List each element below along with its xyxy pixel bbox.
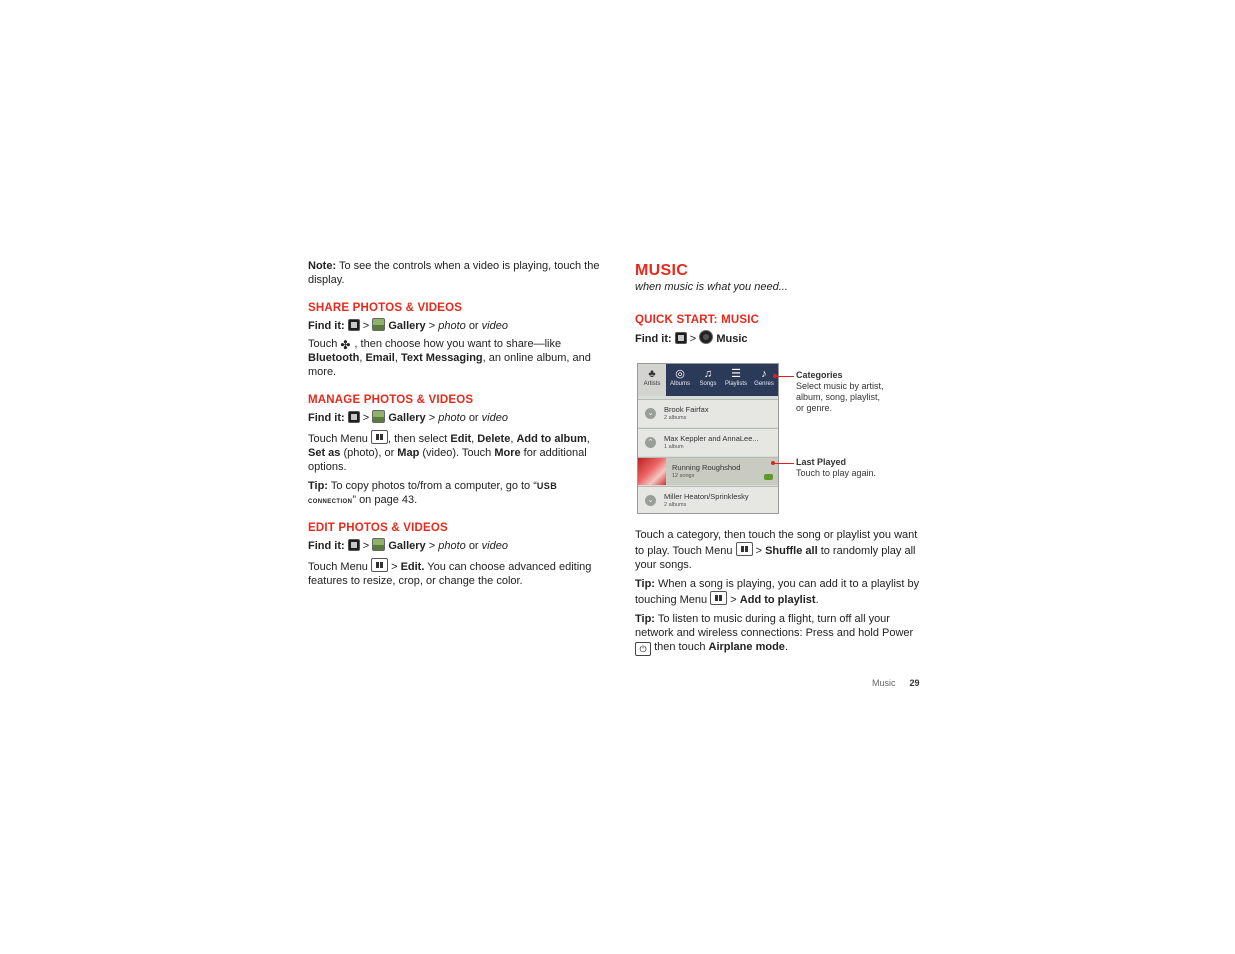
artists-icon: ♣ — [648, 368, 656, 380]
separator: > — [428, 320, 436, 332]
map-label: Map — [397, 447, 420, 459]
bluetooth-label: Bluetooth — [308, 352, 360, 364]
gallery-icon — [372, 318, 385, 331]
tip-label: Tip: — [635, 578, 655, 590]
findit-manage — [308, 410, 600, 425]
tip-text: When a song is playing, you can add it to a playlist by touching Menu — [635, 578, 920, 606]
chevron-up-icon: ⌃ — [645, 437, 656, 448]
gallery-label: Gallery — [388, 320, 426, 332]
video-label: video — [481, 320, 508, 332]
artist-count: 2 albums — [664, 415, 687, 421]
genres-icon: ♪ — [761, 368, 767, 380]
artist-count: 2 albums — [664, 502, 687, 508]
apps-icon — [675, 332, 687, 344]
callout-line — [774, 463, 794, 464]
gallery-label: Gallery — [388, 412, 426, 424]
tip-label: Tip: — [308, 480, 328, 492]
music-app-screenshot — [637, 363, 779, 514]
manage-paragraph: Touch Menu , then select Edit, Delete, Add to album, Set as (photo), or Map (video). Touch More for additional options. — [308, 430, 600, 474]
set-as-label: Set as — [308, 447, 341, 459]
heading-share: SHARE PHOTOS & VIDEOS — [308, 302, 463, 314]
findit-label: Find it: — [308, 320, 345, 332]
tab-songs[interactable] — [694, 364, 722, 396]
findit-share — [308, 318, 600, 333]
manage-text: (photo), or — [343, 447, 395, 459]
photo-label: photo — [438, 320, 466, 332]
apps-icon — [348, 319, 360, 331]
add-to-playlist-label: Add to playlist — [739, 594, 816, 606]
note-label: Note: — [308, 260, 337, 272]
heading-edit: EDIT PHOTOS & VIDEOS — [308, 522, 448, 534]
edit-label: Edit — [450, 433, 472, 445]
tip-text: To listen to music during a flight, turn off all your network and wireless connections: Press and hold Power — [635, 613, 914, 639]
manage-text: (video). Touch — [422, 447, 492, 459]
airplane-mode-label: Airplane mode — [708, 641, 785, 653]
menu-key-icon — [371, 558, 388, 572]
footer-section: Music — [872, 678, 896, 688]
tip-flight — [635, 612, 927, 656]
edit-paragraph — [308, 558, 600, 588]
findit-label: Find it: — [308, 540, 345, 552]
video-label: video — [481, 412, 508, 424]
tab-albums[interactable] — [666, 364, 694, 396]
separator: > — [362, 412, 370, 424]
menu-key-icon — [710, 591, 727, 605]
callout-categories — [796, 370, 886, 414]
note-paragraph — [308, 259, 600, 287]
tab-artists[interactable] — [638, 364, 666, 396]
tip-text: To copy photos to/from a computer, go to “ — [330, 480, 537, 492]
page-title: MUSIC — [635, 262, 689, 279]
apps-icon — [348, 539, 360, 551]
chevron-down-icon: ⌄ — [645, 495, 656, 506]
music-paragraph — [635, 528, 927, 572]
page-number: 29 — [909, 678, 920, 688]
tab-playlists[interactable] — [722, 364, 750, 396]
playlists-icon: ☰ — [731, 368, 741, 380]
artist-name: Brook Fairfax — [664, 405, 709, 414]
text-messaging-label: Text Messaging — [400, 352, 483, 364]
play-icon[interactable] — [764, 474, 773, 480]
or-label: or — [468, 540, 479, 552]
list-item[interactable] — [638, 428, 778, 456]
note-text: To see the controls when a video is playing, touch the display. — [308, 260, 600, 286]
edit-text: You can choose advanced editing features to resize, crop, or change the color. — [308, 561, 592, 587]
apps-icon — [348, 411, 360, 423]
touch-menu-text: Touch Menu — [308, 561, 368, 573]
findit-edit — [308, 538, 600, 553]
heading-manage: MANAGE PHOTOS & VIDEOS — [308, 394, 474, 406]
or-label: or — [468, 412, 479, 424]
list-item[interactable] — [638, 486, 778, 514]
gallery-icon — [372, 538, 385, 551]
artist-name: Max Keppler and AnnaLee... — [664, 434, 759, 443]
chevron-down-icon: ⌄ — [645, 408, 656, 419]
gallery-icon — [372, 410, 385, 423]
callout-title: Last Played — [796, 457, 847, 467]
gallery-label: Gallery — [388, 540, 426, 552]
share-paragraph — [308, 337, 600, 379]
album-name: Running Roughshod — [672, 463, 741, 472]
artist-name: Miller Heaton/Sprinklesky — [664, 492, 749, 501]
callout-text: Select music by artist, album, song, playlist, or genre. — [796, 381, 884, 413]
period: . — [815, 594, 819, 606]
artist-count: 1 album — [664, 444, 684, 450]
edit-label: Edit. — [400, 561, 425, 573]
manage-text: , then select — [388, 433, 448, 445]
tab-genres[interactable] — [750, 364, 778, 396]
callout-title: Categories — [796, 370, 843, 380]
touch-menu-text: Touch Menu — [308, 433, 368, 445]
callout-line — [776, 376, 794, 377]
music-text: Touch a category, then touch the song or playlist you want to play. Touch Menu — [635, 529, 918, 557]
page-footer — [872, 678, 920, 688]
email-label: Email — [365, 352, 395, 364]
period: . — [784, 641, 788, 653]
comma: , — [394, 352, 398, 364]
separator: > — [755, 545, 762, 557]
add-to-album-label: Add to album — [516, 433, 587, 445]
separator: > — [428, 540, 436, 552]
tip-text: then touch — [654, 641, 706, 653]
separator: > — [428, 412, 436, 424]
tip-label: Tip: — [635, 613, 655, 625]
manage-text: for additional options. — [308, 447, 587, 473]
callout-text: Touch to play again. — [796, 468, 877, 478]
video-label: video — [481, 540, 508, 552]
shuffle-all-label: Shuffle all — [765, 545, 818, 557]
findit-label: Find it: — [308, 412, 345, 424]
share-text-end: , an online album, and more. — [308, 352, 591, 378]
list-item[interactable] — [638, 399, 778, 427]
separator: > — [362, 540, 370, 552]
or-label: or — [468, 320, 479, 332]
separator: > — [689, 333, 697, 345]
tip-playlist — [635, 577, 927, 607]
tip-usb — [308, 479, 600, 507]
music-icon — [699, 330, 713, 344]
findit-label: Find it: — [635, 333, 672, 345]
last-played-item[interactable] — [638, 457, 778, 485]
tab-label: Songs — [699, 381, 717, 387]
comma: , — [359, 352, 363, 364]
share-icon: ✤ — [340, 338, 351, 352]
usb-connection-link[interactable]: USB connection — [308, 481, 558, 505]
music-text: to randomly play all your songs. — [635, 545, 916, 571]
touch-text: Touch — [308, 338, 338, 350]
tip-text: ” on page 43. — [352, 494, 418, 506]
page-subtitle: when music is what you need... — [635, 281, 788, 293]
tab-label: Genres — [754, 381, 774, 387]
song-count: 12 songs — [672, 473, 695, 479]
tab-label: Artists — [643, 381, 661, 387]
tab-label: Playlists — [724, 381, 747, 387]
separator: > — [391, 561, 398, 573]
power-key-icon: ⏻ — [635, 642, 651, 656]
findit-music — [635, 330, 927, 346]
separator: > — [730, 594, 737, 606]
tab-label: Albums — [669, 381, 690, 387]
albums-icon: ◎ — [675, 368, 685, 380]
share-text: , then choose how you want to share—like — [354, 338, 562, 350]
menu-key-icon — [371, 430, 388, 444]
more-label: More — [494, 447, 521, 459]
delete-label: Delete — [477, 433, 511, 445]
music-label: Music — [716, 333, 748, 345]
separator: > — [362, 320, 370, 332]
songs-icon: ♫ — [703, 368, 713, 380]
left-column — [308, 259, 600, 588]
heading-quick-start: QUICK START: MUSIC — [635, 314, 760, 326]
album-art — [638, 458, 666, 485]
callout-last-played — [796, 457, 896, 479]
menu-key-icon — [736, 542, 753, 556]
category-tabs — [638, 364, 778, 396]
photo-label: photo — [438, 540, 466, 552]
photo-label: photo — [438, 412, 466, 424]
